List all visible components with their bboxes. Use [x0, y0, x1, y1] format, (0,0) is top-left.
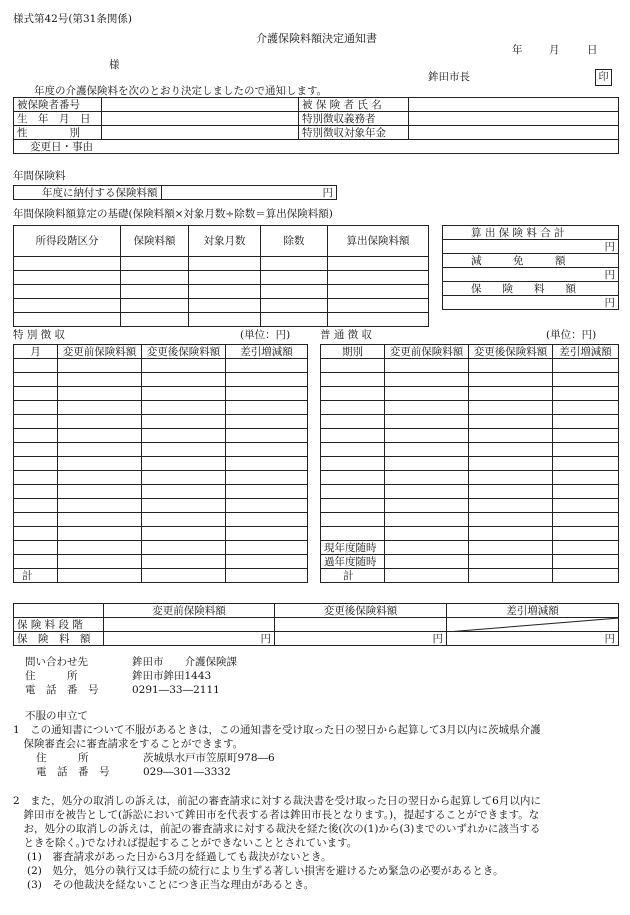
row-label: 現年度随時: [321, 541, 385, 555]
basis-row: [14, 257, 429, 271]
ordinary-row: [321, 415, 619, 429]
date-day: 日: [587, 44, 598, 56]
birthdate-value[interactable]: [102, 112, 299, 126]
comparison-table: [13, 603, 619, 646]
review-board-address: 茨城県水戸市笠原町978―6: [143, 752, 275, 764]
annual-premium-heading: 年間保険料: [13, 170, 66, 182]
appeal-p1-line1: 1 この通知書について不服があるときは，この通知書を受け取った日の翌日から起算して3月以内に茨城県介護: [13, 724, 541, 736]
special-row: [14, 457, 308, 471]
ordinary-row: [321, 387, 619, 401]
special-row: [14, 485, 308, 499]
col-after: 変更後保険料額: [275, 604, 447, 618]
amount-difference-value[interactable]: 円: [447, 632, 619, 646]
pension-value[interactable]: [409, 126, 619, 140]
diagonal-line: [447, 618, 619, 632]
premium-value[interactable]: 円: [443, 296, 619, 310]
premium-stage-label: 保 険 料 段 階: [14, 618, 104, 632]
date-year: 年: [512, 44, 523, 56]
special-row: [14, 401, 308, 415]
sex-label: 性 別: [14, 126, 102, 140]
withholder-value[interactable]: [409, 112, 619, 126]
ordinary-row: [321, 471, 619, 485]
appeal-p2-line1: 2 また，処分の取消しの訴えは，前記の審査請求に対する裁決書を受け取った日の翌日から起算して6月以内に: [13, 795, 541, 807]
basis-heading: 年間保険料額算定の基礎(保険料額×対象月数÷除数＝算出保険料額): [13, 208, 333, 220]
stage-after-value[interactable]: [275, 618, 447, 632]
special-row: [14, 415, 308, 429]
calculated-total-value[interactable]: 円: [443, 240, 619, 254]
col-income-class: 所得段階区分: [14, 226, 121, 257]
ordinary-past-year-row: [321, 555, 619, 569]
special-row: [14, 443, 308, 457]
ordinary-total-label: 計: [321, 569, 385, 583]
appeal-p1-line2: 保険審査会に審査請求をすることができます。: [13, 738, 244, 750]
ordinary-row: [321, 429, 619, 443]
insured-number-label: 被保険者番号: [14, 98, 102, 112]
special-collection-heading: 特 別 徴 収: [13, 329, 66, 341]
stage-before-value[interactable]: [104, 618, 275, 632]
special-row: [14, 471, 308, 485]
contact-address: 鉾田市鉾田1443: [132, 670, 212, 682]
annual-premium-label: 年度に納付する保険料額: [14, 186, 162, 200]
col-difference: 差引増減額: [226, 345, 308, 359]
review-board-tel: 029―301―3332: [143, 766, 231, 778]
sex-value[interactable]: [102, 126, 299, 140]
special-row: [14, 499, 308, 513]
basis-table: [13, 225, 429, 327]
appeal-item-2: (2) 処分，処分の執行又は手続の続行により生ずる著しい損害を避けるため緊急の必要があるとき。: [27, 865, 504, 877]
ordinary-row: [321, 373, 619, 387]
contact-address-label: 住 所: [25, 670, 78, 682]
appeal-item-3: (3) その他裁決を経ないことにつき正当な理由があるとき。: [27, 879, 315, 891]
ordinary-collection-heading: 普 通 徴 収: [320, 329, 373, 341]
appeal-p2-line4: ときを除く。)でなければ提起することができないこととされています。: [13, 837, 358, 849]
ordinary-row: [321, 443, 619, 457]
col-months: 対象月数: [189, 226, 261, 257]
ordinary-total-row: [321, 569, 619, 583]
premium-amount-label: 保 険 料 額: [14, 632, 104, 646]
pension-label: 特別徴収対象年金: [299, 126, 409, 140]
form-number: 様式第42号(第31条関係): [13, 13, 132, 25]
col-premium: 保険料額: [121, 226, 189, 257]
annual-premium-value[interactable]: 円: [162, 186, 337, 200]
special-unit-note: (単位：円): [240, 329, 291, 341]
col-difference: 差引増減額: [553, 345, 619, 359]
birthdate-label: 生 年 月 日: [14, 112, 102, 126]
ordinary-unit-note: (単位：円): [546, 329, 597, 341]
ordinary-row: [321, 457, 619, 471]
amount-before-value[interactable]: 円: [104, 632, 275, 646]
special-collection-table: [13, 344, 308, 583]
contact-tel-label: 電 話 番 号: [25, 684, 99, 696]
special-row: [14, 387, 308, 401]
insured-number-value[interactable]: [102, 98, 299, 112]
col-after: 変更後保険料額: [469, 345, 553, 359]
basis-row: [14, 313, 429, 327]
appeal-p2-line2: 鉾田市を被告として(訴訟において鉾田市を代表する者は鉾田市長となります。)，提起することができます。な: [13, 809, 540, 821]
col-period: 期別: [321, 345, 385, 359]
calculated-total-label: 算 出 保 険 料 合 計: [443, 226, 619, 240]
reduction-value[interactable]: 円: [443, 268, 619, 282]
intro-text: 年度の介護保険料を次のとおり決定しましたので通知します。: [34, 85, 328, 97]
premium-label: 保 険 料 額: [443, 282, 619, 296]
reduction-label: 減 免 額: [443, 254, 619, 268]
col-month: 月: [14, 345, 58, 359]
col-difference: 差引増減額: [447, 604, 619, 618]
special-row: [14, 359, 308, 373]
review-board-tel-label: 電 話 番 号: [36, 766, 110, 778]
row-label: 過年度随時: [321, 555, 385, 569]
issuer-name: 鉾田市長: [428, 71, 470, 83]
ordinary-row: [321, 527, 619, 541]
special-total-label: 計: [14, 569, 58, 583]
col-calculated: 算出保険料額: [328, 226, 429, 257]
basis-row: [14, 299, 429, 313]
special-total-row: [14, 569, 308, 583]
ordinary-collection-table: [320, 344, 619, 583]
contact-name: 鉾田市 介護保険課: [132, 656, 237, 668]
seal-mark: 印: [595, 69, 612, 86]
basis-row: [14, 271, 429, 285]
col-before: 変更前保険料額: [58, 345, 142, 359]
special-row: [14, 541, 308, 555]
amount-after-value[interactable]: 円: [275, 632, 447, 646]
col-after: 変更後保険料額: [142, 345, 226, 359]
change-date-reason: 変更日・事由: [14, 140, 619, 154]
special-row: [14, 373, 308, 387]
special-row: [14, 429, 308, 443]
ordinary-current-year-row: [321, 541, 619, 555]
addressee-suffix: 様: [109, 59, 120, 71]
col-divisor: 除数: [261, 226, 328, 257]
special-row: [14, 527, 308, 541]
annual-premium-table: [13, 185, 337, 200]
ordinary-row: [321, 513, 619, 527]
appeal-heading: 不服の申立て: [25, 710, 88, 722]
special-row: [14, 513, 308, 527]
withholder-label: 特別徴収義務者: [299, 112, 409, 126]
contact-tel: 0291―33―2111: [132, 684, 220, 696]
ordinary-row: [321, 499, 619, 513]
appeal-item-1: (1) 審査請求があった日から3月を経過しても裁決がないとき。: [27, 851, 332, 863]
col-before: 変更前保険料額: [385, 345, 469, 359]
review-board-address-label: 住 所: [36, 752, 89, 764]
insured-name-value[interactable]: [409, 98, 619, 112]
insured-info-table: [13, 97, 619, 154]
premium-summary-table: [442, 225, 619, 310]
ordinary-row: [321, 401, 619, 415]
contact-label: 問い合わせ先: [25, 656, 88, 668]
appeal-p2-line3: お，処分の取消しの訴えは，前記の審査請求に対する裁決を経た後(次の(1)から(3)までのいずれかに該当する: [13, 823, 541, 835]
ordinary-row: [321, 485, 619, 499]
special-row: [14, 555, 308, 569]
col-before: 変更前保険料額: [104, 604, 275, 618]
document-title: 介護保険料額決定通知書: [256, 32, 377, 45]
insured-name-label: 被 保 険 者 氏 名: [299, 98, 409, 112]
ordinary-row: [321, 359, 619, 373]
date-month: 月: [549, 44, 560, 56]
stage-difference-na: [447, 618, 619, 632]
basis-row: [14, 285, 429, 299]
